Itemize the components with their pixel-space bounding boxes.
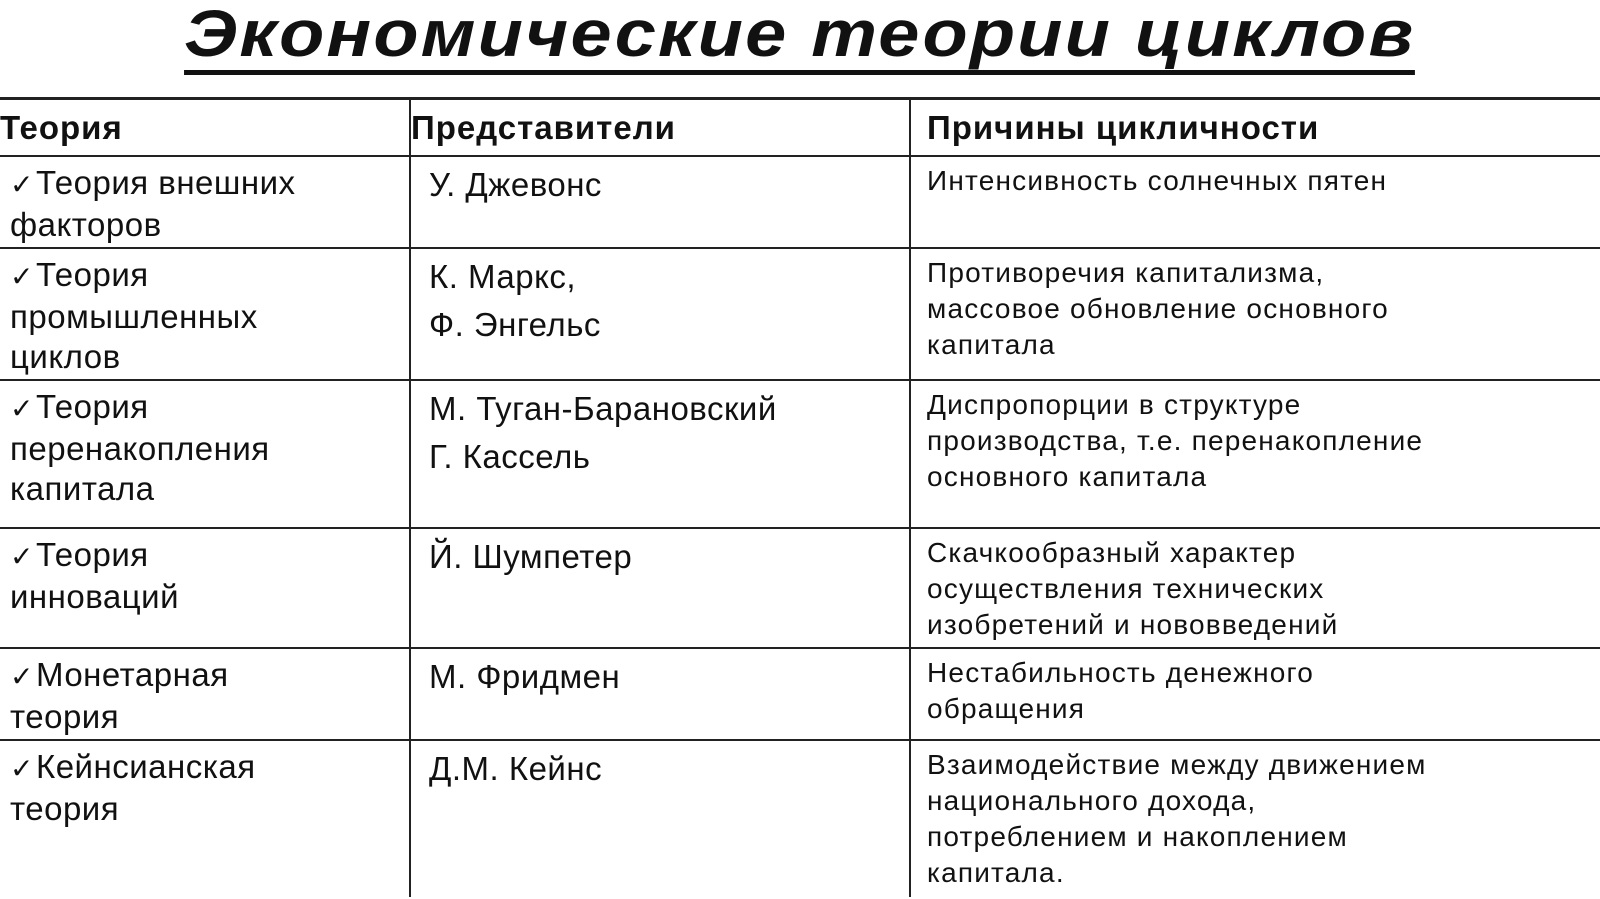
cause-line: Противоречия капитализма, [927, 257, 1325, 288]
representative-name: Г. Кассель [429, 438, 591, 475]
representative-name: М. Фридмен [429, 658, 621, 695]
theory-cell [0, 528, 410, 648]
theory-line: Теория [35, 536, 149, 573]
theory-cell [0, 380, 410, 528]
check-icon: ✓ [10, 260, 34, 293]
theory-cell [0, 648, 410, 740]
theories-table [0, 97, 1600, 897]
theory-cell [0, 248, 410, 380]
theory-line: Теория [35, 388, 149, 425]
causes-cell [910, 156, 1600, 248]
theory-line: Теория внешних [35, 164, 296, 201]
table-header-row [0, 99, 1600, 157]
representatives-cell [410, 528, 910, 648]
check-icon: ✓ [10, 540, 34, 573]
representatives-cell [410, 648, 910, 740]
cause-line: Скачкообразный характер [927, 537, 1297, 568]
table-row [0, 248, 1600, 380]
theory-line: перенакопления [10, 430, 270, 467]
theory-line: Кейнсианская [35, 748, 256, 785]
table-row [0, 156, 1600, 248]
causes-cell [910, 648, 1600, 740]
page-title [0, 0, 1600, 75]
check-icon: ✓ [10, 660, 34, 693]
page-title-text: Экономические теории циклов [184, 0, 1415, 75]
theory-line: Теория [35, 256, 149, 293]
cause-line: производства, т.е. перенакопление [927, 425, 1424, 456]
cause-line: Нестабильность денежного [927, 657, 1315, 688]
cause-line: капитала. [927, 857, 1065, 888]
header-theory: Теория [0, 99, 410, 157]
cause-line: Диспропорции в структуре [927, 389, 1302, 420]
table-row [0, 648, 1600, 740]
table-row [0, 380, 1600, 528]
cause-line: потреблением и накоплением [927, 821, 1348, 852]
representatives-cell [410, 156, 910, 248]
representative-name: М. Туган-Барановский [429, 390, 777, 427]
theory-cell [0, 156, 410, 248]
representatives-cell [410, 248, 910, 380]
theory-line: инноваций [10, 578, 180, 615]
cause-line: национального дохода, [927, 785, 1257, 816]
causes-cell [910, 380, 1600, 528]
cause-line: Взаимодействие между движением [927, 749, 1427, 780]
check-icon: ✓ [10, 168, 34, 201]
theory-line: Монетарная [35, 656, 229, 693]
theory-line: промышленных [10, 298, 258, 335]
cause-line: Интенсивность солнечных пятен [927, 165, 1388, 196]
header-representatives: Представители [410, 99, 910, 157]
theory-line: факторов [10, 206, 162, 243]
causes-cell [910, 528, 1600, 648]
check-icon: ✓ [10, 752, 34, 785]
check-icon: ✓ [10, 392, 34, 425]
theory-line: теория [10, 790, 120, 827]
table-row [0, 740, 1600, 897]
representative-name: Д.М. Кейнс [429, 750, 603, 787]
header-causes: Причины цикличности [910, 99, 1600, 157]
representative-name: Ф. Энгельс [429, 306, 601, 343]
cause-line: изобретений и нововведений [927, 609, 1339, 640]
causes-cell [910, 248, 1600, 380]
cause-line: основного капитала [927, 461, 1208, 492]
representative-name: К. Маркс, [429, 258, 577, 295]
theory-line: капитала [10, 470, 155, 507]
cause-line: обращения [927, 693, 1086, 724]
cause-line: капитала [927, 329, 1056, 360]
causes-cell [910, 740, 1600, 897]
representatives-cell [410, 380, 910, 528]
representative-name: Й. Шумпетер [429, 538, 633, 575]
theory-line: циклов [10, 338, 121, 375]
cause-line: массовое обновление основного [927, 293, 1389, 324]
representative-name: У. Джевонс [429, 166, 602, 203]
theory-cell [0, 740, 410, 897]
representatives-cell [410, 740, 910, 897]
cause-line: осуществления технических [927, 573, 1325, 604]
theory-line: теория [10, 698, 120, 735]
table-row [0, 528, 1600, 648]
